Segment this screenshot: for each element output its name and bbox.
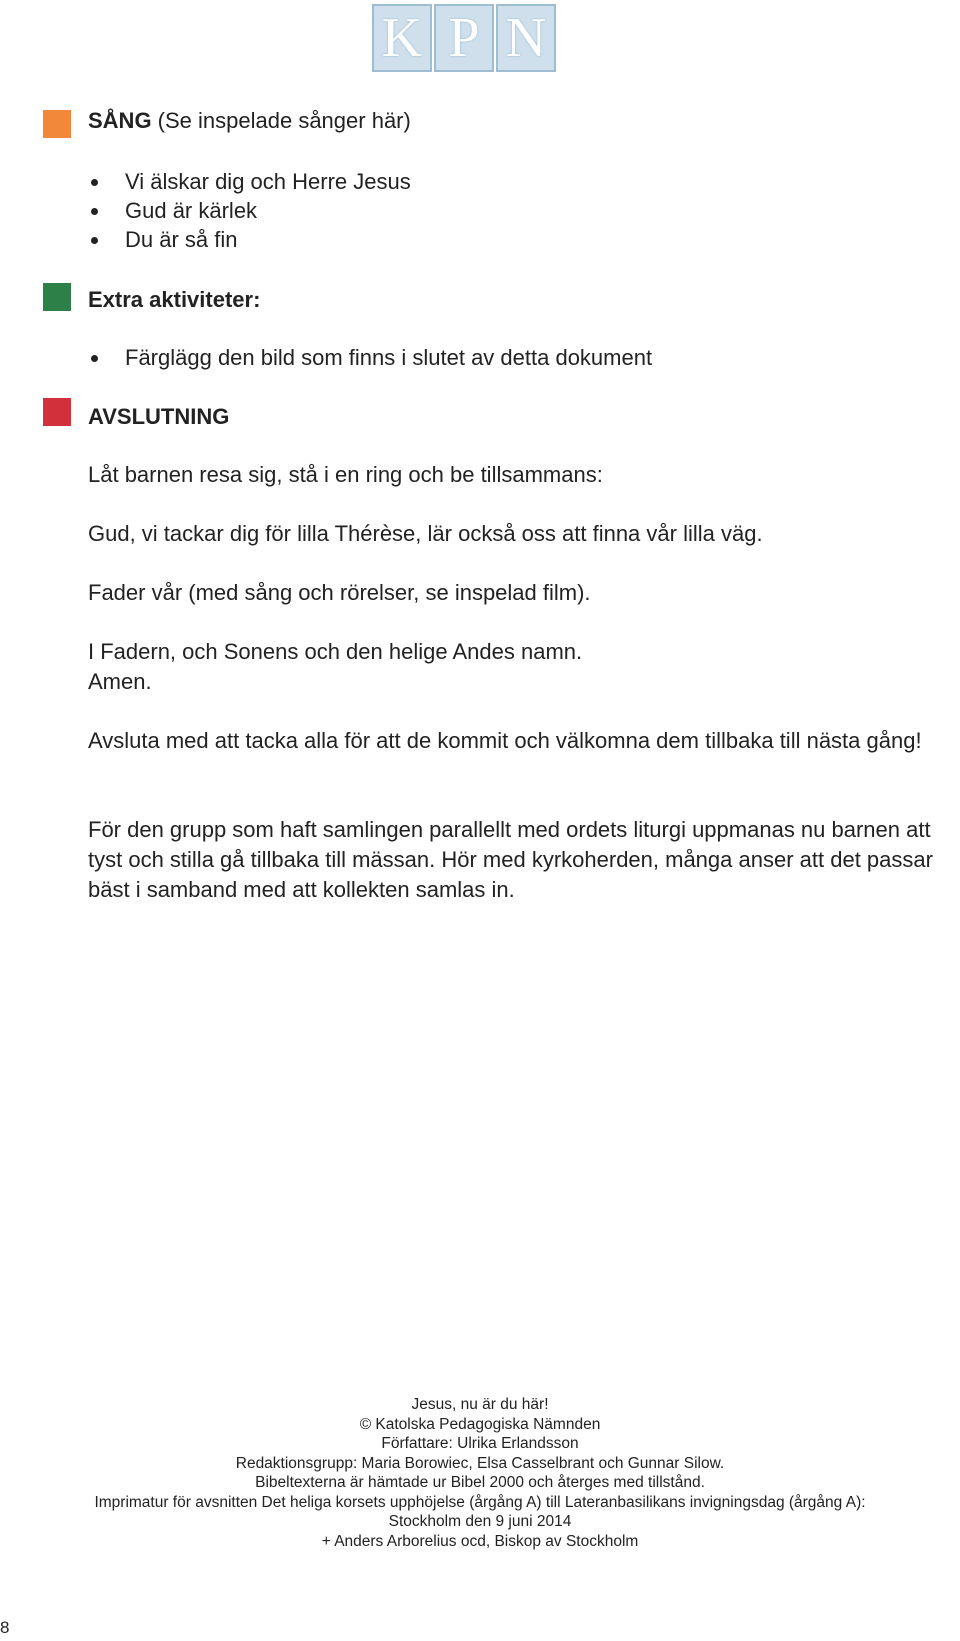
extra-list <box>88 343 652 372</box>
closing-paragraph: Avsluta med att tacka alla för att de kommit och välkomna dem tillbaka till nästa gång! <box>88 728 922 753</box>
footer-line: + Anders Arborelius ocd, Biskop av Stockholm <box>321 1532 639 1550</box>
bullet-icon <box>91 179 98 186</box>
footer-line: Jesus, nu är du här! <box>411 1396 549 1413</box>
orange-section-marker <box>43 110 71 138</box>
footer <box>0 1395 960 1551</box>
kpn-logo <box>372 4 556 72</box>
closing-paragraph: Amen. <box>88 669 152 694</box>
closing-heading: AVSLUTNING <box>88 404 230 429</box>
song-list <box>88 167 411 254</box>
logo-letter: N <box>496 4 556 72</box>
closing-paragraph: I Fadern, och Sonens och den helige Andes namn. <box>88 639 583 664</box>
footer-line: Stockholm den 9 juni 2014 <box>388 1513 572 1530</box>
closing-paragraph: Fader vår (med sång och rörelser, se inspelad film). <box>88 580 591 605</box>
extra-heading: Extra aktiviteter: <box>88 287 261 312</box>
list-item: Färglägg den bild som finns i slutet av detta dokument <box>88 343 652 372</box>
bullet-icon <box>91 237 98 244</box>
closing-prayer: Gud, vi tackar dig för lilla Thérèse, lär också oss att finna vår lilla väg. <box>88 521 763 546</box>
closing-paragraph: För den grupp som haft samlingen parallellt med ordets liturgi uppmanas nu barnen att tyst och stilla gå tillbaka till mässan. Hör med kyrkoherden, många anser att det passar bäst i samband med att kollekten samlas in. <box>88 817 933 902</box>
red-section-marker <box>43 398 71 426</box>
footer-line: Imprimatur för avsnitten Det heliga korsets upphöjelse (årgång A) till Lateranbasilikans invigningsdag (årgång A): <box>94 1493 866 1511</box>
footer-line: © Katolska Pedagogiska Nämnden <box>359 1415 601 1433</box>
bullet-icon <box>91 208 98 215</box>
footer-line: Författare: Ulrika Erlandsson <box>381 1435 579 1452</box>
song-subtitle: (Se inspelade sånger här) <box>151 108 411 133</box>
page-number: 8 <box>0 1618 10 1637</box>
song-heading <box>88 108 411 134</box>
list-item: Du är så fin <box>88 225 411 254</box>
bullet-icon <box>91 355 98 362</box>
green-section-marker <box>43 283 71 311</box>
list-item: Gud är kärlek <box>88 196 411 225</box>
footer-line: Bibeltexterna är hämtade ur Bibel 2000 och återges med tillstånd. <box>255 1474 705 1491</box>
logo-letter: K <box>372 4 432 72</box>
song-title: SÅNG <box>88 108 152 133</box>
logo-letter: P <box>434 4 494 72</box>
footer-line: Redaktionsgrupp: Maria Borowiec, Elsa Casselbrant och Gunnar Silow. <box>235 1454 725 1472</box>
list-item: Vi älskar dig och Herre Jesus <box>88 167 411 196</box>
closing-paragraph: Låt barnen resa sig, stå i en ring och be tillsammans: <box>88 462 603 487</box>
